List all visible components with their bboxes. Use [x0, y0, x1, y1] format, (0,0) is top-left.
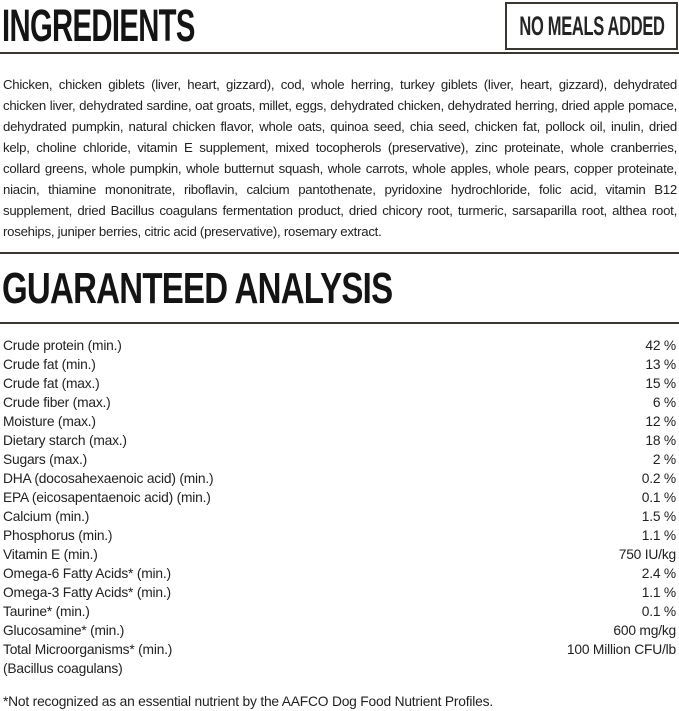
- no-meals-added-badge-label: NO MEALS ADDED: [518, 10, 665, 41]
- analysis-row: [3, 621, 676, 640]
- analysis-row-label: Dietary starch (max.): [3, 433, 127, 448]
- analysis-row-value: 6 %: [652, 395, 676, 410]
- analysis-row-value: 0.1 %: [641, 490, 676, 505]
- analysis-row-label: Vitamin E (min.): [3, 547, 98, 562]
- analysis-row-label: Crude fat (min.): [3, 357, 96, 372]
- analysis-row: [3, 374, 676, 393]
- analysis-row-value: 1.5 %: [641, 509, 676, 524]
- ingredients-text: Chicken, chicken giblets (liver, heart, gizzard), cod, whole herring, turkey giblets (liver, heart, gizzard), dehydrated chicken liver, dehydrated sardine, oat groats, millet, eggs, dehydrated chicken, dehydrated herring, dried apple pomace, dehydrated pumpkin, natural chicken flavor, whole oats, quinoa seed, chia seed, chicken fat, pollock oil, inulin, dried kelp, choline chloride, vitamin E supplement, mixed tocopherols (preservative), zinc proteinate, whole cranberries, collard greens, whole pumpkin, whole butternut squash, whole carrots, whole apples, whole pears, copper proteinate, niacin, thiamine mononitrate, riboflavin, calcium pantothenate, pyridoxine hydrochloride, folic acid, vitamin B12 supplement, dried Bacillus coagulans fermentation product, dried chicory root, turmeric, sarsaparilla root, althea root, rosehips, juniper berries, citric acid (preservative), rosemary extract.: [3, 77, 677, 240]
- analysis-row: [3, 488, 676, 507]
- analysis-row-label: Glucosamine* (min.): [3, 623, 125, 638]
- guaranteed-analysis-title: GUARANTEED ANALYSIS: [2, 264, 393, 313]
- analysis-footnote: *Not recognized as an essential nutrient by the AAFCO Dog Food Nutrient Profiles.: [3, 693, 493, 709]
- analysis-row: [3, 469, 676, 488]
- analysis-row-label: Crude fiber (max.): [3, 395, 111, 410]
- ingredients-header: [0, 0, 679, 54]
- analysis-row-value: 2.4 %: [641, 566, 676, 581]
- analysis-row: [3, 602, 676, 621]
- analysis-row: [3, 355, 676, 374]
- analysis-row-value: 600 mg/kg: [613, 623, 676, 638]
- analysis-row-label: Phosphorus (min.): [3, 528, 113, 543]
- analysis-row-label: Crude protein (min.): [3, 338, 122, 353]
- analysis-row-label: Omega-3 Fatty Acids* (min.): [3, 585, 171, 600]
- analysis-row-label: Omega-6 Fatty Acids* (min.): [3, 566, 171, 581]
- analysis-row-value: 100 Million CFU/lb: [566, 642, 676, 657]
- guaranteed-analysis-header: [0, 252, 679, 324]
- analysis-row-value: 750 IU/kg: [618, 547, 676, 562]
- analysis-row: [3, 336, 676, 355]
- analysis-row-label: Total Microorganisms* (min.): [3, 642, 173, 657]
- analysis-row: [3, 659, 676, 678]
- analysis-row-value: 12 %: [645, 414, 676, 429]
- analysis-row: [3, 526, 676, 545]
- analysis-row-value: 0.1 %: [641, 604, 676, 619]
- analysis-row: [3, 507, 676, 526]
- analysis-row-value: 1.1 %: [641, 528, 676, 543]
- analysis-row: [3, 545, 676, 564]
- analysis-row-value: 2 %: [652, 452, 676, 467]
- analysis-row-value: 1.1 %: [641, 585, 676, 600]
- analysis-row-label: Sugars (max.): [3, 452, 88, 467]
- guaranteed-analysis-table: [3, 336, 676, 678]
- analysis-row-label: Taurine* (min.): [3, 604, 90, 619]
- no-meals-added-badge: [505, 2, 678, 50]
- analysis-row-value: 13 %: [645, 357, 676, 372]
- analysis-row-value: 15 %: [645, 376, 676, 391]
- analysis-row-label: Crude fat (max.): [3, 376, 100, 391]
- analysis-row: [3, 393, 676, 412]
- ingredients-title: INGREDIENTS: [2, 0, 195, 51]
- analysis-row-value: 18 %: [645, 433, 676, 448]
- analysis-row-label: (Bacillus coagulans): [3, 661, 123, 676]
- analysis-row: [3, 564, 676, 583]
- analysis-row-label: DHA (docosahexaenoic acid) (min.): [3, 471, 214, 486]
- analysis-row: [3, 583, 676, 602]
- analysis-row-label: Calcium (min.): [3, 509, 90, 524]
- analysis-row-label: EPA (eicosapentaenoic acid) (min.): [3, 490, 211, 505]
- analysis-row-value: 0.2 %: [641, 471, 676, 486]
- analysis-row: [3, 412, 676, 431]
- analysis-row-value: 42 %: [645, 338, 676, 353]
- analysis-row: [3, 450, 676, 469]
- analysis-row: [3, 431, 676, 450]
- analysis-row-label: Moisture (max.): [3, 414, 96, 429]
- analysis-row: [3, 640, 676, 659]
